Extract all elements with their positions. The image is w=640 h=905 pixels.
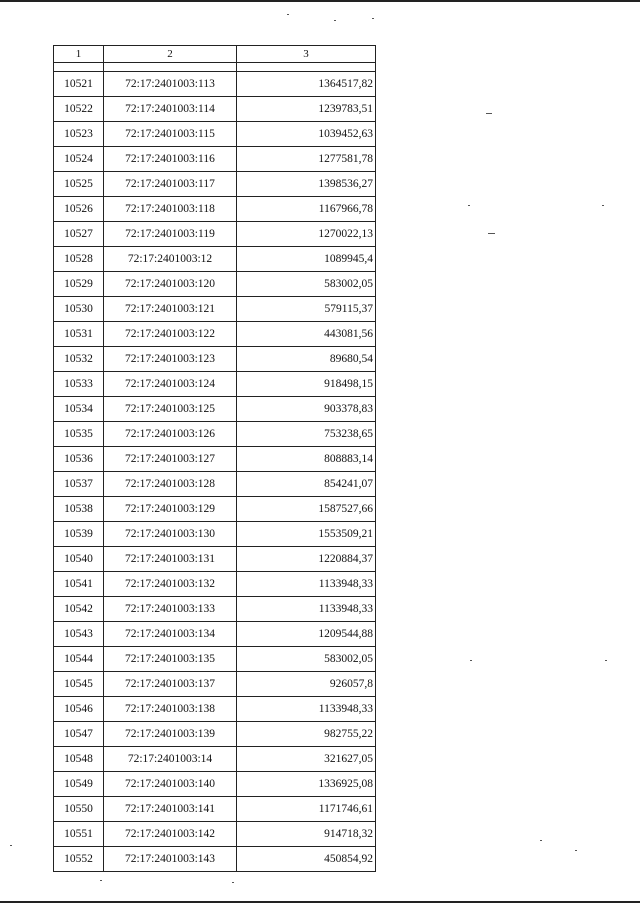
row-number-cell: 10528	[54, 247, 104, 272]
scan-speck	[540, 840, 542, 841]
scan-speck	[334, 20, 336, 21]
cadastral-number-cell: 72:17:2401003:141	[104, 797, 237, 822]
row-number-cell: 10546	[54, 697, 104, 722]
table-body	[54, 63, 376, 872]
cadastral-number-cell: 72:17:2401003:131	[104, 547, 237, 572]
row-number-cell: 10523	[54, 122, 104, 147]
table-row	[54, 422, 376, 447]
scan-speck	[470, 660, 472, 661]
table-row	[54, 547, 376, 572]
row-number-cell: 10538	[54, 497, 104, 522]
cadastral-number-cell: 72:17:2401003:122	[104, 322, 237, 347]
cadastral-value-cell: 443081,56	[237, 322, 376, 347]
cadastral-value-cell: 854241,07	[237, 472, 376, 497]
row-number-cell: 10543	[54, 622, 104, 647]
cadastral-number-cell: 72:17:2401003:115	[104, 122, 237, 147]
table-row	[54, 297, 376, 322]
cadastral-number-cell: 72:17:2401003:127	[104, 447, 237, 472]
table-row	[54, 247, 376, 272]
row-number-cell: 10532	[54, 347, 104, 372]
cadastral-number-cell: 72:17:2401003:119	[104, 222, 237, 247]
table-row	[54, 722, 376, 747]
table-row	[54, 397, 376, 422]
cadastral-value-cell: 579115,37	[237, 297, 376, 322]
scan-speck	[232, 882, 234, 883]
cadastral-value-cell: 1167966,78	[237, 197, 376, 222]
cadastral-number-cell: 72:17:2401003:129	[104, 497, 237, 522]
table-row	[54, 847, 376, 872]
cadastral-value-cell: 1587527,66	[237, 497, 376, 522]
cadastral-number-cell: 72:17:2401003:135	[104, 647, 237, 672]
row-number-cell: 10524	[54, 147, 104, 172]
table-row	[54, 322, 376, 347]
table-row	[54, 272, 376, 297]
cadastral-number-cell: 72:17:2401003:117	[104, 172, 237, 197]
scan-speck	[468, 205, 470, 206]
table-row	[54, 597, 376, 622]
row-number-cell: 10536	[54, 447, 104, 472]
table-row	[54, 347, 376, 372]
table-row	[54, 772, 376, 797]
row-number-cell: 10544	[54, 647, 104, 672]
cadastral-number-cell: 72:17:2401003:139	[104, 722, 237, 747]
row-number-cell: 10539	[54, 522, 104, 547]
row-number-cell: 10521	[54, 72, 104, 97]
cadastral-number-cell: 72:17:2401003:121	[104, 297, 237, 322]
cadastral-number-cell: 72:17:2401003:118	[104, 197, 237, 222]
cadastral-value-cell: 450854,92	[237, 847, 376, 872]
row-number-cell: 10534	[54, 397, 104, 422]
cadastral-value-cell: 1133948,33	[237, 572, 376, 597]
cadastral-value-cell: 1239783,51	[237, 97, 376, 122]
cadastral-number-cell: 72:17:2401003:128	[104, 472, 237, 497]
cadastral-value-cell: 1364517,82	[237, 72, 376, 97]
cadastral-number-cell: 72:17:2401003:143	[104, 847, 237, 872]
scan-speck	[100, 880, 102, 881]
cadastral-value-cell: 1133948,33	[237, 697, 376, 722]
row-number-cell: 10522	[54, 97, 104, 122]
cadastral-value-cell: 583002,05	[237, 647, 376, 672]
row-number-cell: 10525	[54, 172, 104, 197]
scan-speck	[605, 660, 607, 661]
page-top-edge	[0, 0, 640, 2]
cadastral-value-cell: 808883,14	[237, 447, 376, 472]
cadastral-value-cell: 1171746,61	[237, 797, 376, 822]
table-row	[54, 572, 376, 597]
row-number-cell: 10537	[54, 472, 104, 497]
table-row	[54, 822, 376, 847]
table-row	[54, 97, 376, 122]
cadastral-number-cell: 72:17:2401003:123	[104, 347, 237, 372]
scan-speck	[488, 233, 495, 234]
cadastral-value-cell: 583002,05	[237, 272, 376, 297]
cadastral-value-cell: 918498,15	[237, 372, 376, 397]
row-number-cell: 10548	[54, 747, 104, 772]
row-number-cell: 10552	[54, 847, 104, 872]
cadastral-value-cell: 321627,05	[237, 747, 376, 772]
cadastral-number-cell: 72:17:2401003:124	[104, 372, 237, 397]
cadastral-number-cell: 72:17:2401003:130	[104, 522, 237, 547]
cadastral-value-table	[53, 45, 376, 872]
table-row	[54, 447, 376, 472]
table-row	[54, 172, 376, 197]
cadastral-value-cell: 1209544,88	[237, 622, 376, 647]
scan-speck	[372, 18, 374, 19]
row-number-cell: 10542	[54, 597, 104, 622]
cadastral-value-cell: 1270022,13	[237, 222, 376, 247]
scan-speck	[486, 113, 492, 114]
table-row	[54, 797, 376, 822]
cadastral-value-cell: 1336925,08	[237, 772, 376, 797]
header-spacer-row	[54, 63, 376, 72]
row-number-cell: 10550	[54, 797, 104, 822]
scan-speck	[575, 850, 577, 851]
cadastral-number-cell: 72:17:2401003:113	[104, 72, 237, 97]
row-number-cell: 10540	[54, 547, 104, 572]
cadastral-value-cell: 1553509,21	[237, 522, 376, 547]
table-header-row	[54, 46, 376, 63]
cadastral-value-cell: 89680,54	[237, 347, 376, 372]
cadastral-number-cell: 72:17:2401003:138	[104, 697, 237, 722]
column-header-1: 1	[54, 46, 104, 63]
cadastral-value-cell: 1277581,78	[237, 147, 376, 172]
row-number-cell: 10549	[54, 772, 104, 797]
cadastral-value-cell: 903378,83	[237, 397, 376, 422]
table-row	[54, 372, 376, 397]
table-row	[54, 647, 376, 672]
cadastral-value-cell: 914718,32	[237, 822, 376, 847]
cadastral-number-cell: 72:17:2401003:126	[104, 422, 237, 447]
cadastral-number-cell: 72:17:2401003:116	[104, 147, 237, 172]
cadastral-value-cell: 982755,22	[237, 722, 376, 747]
table-row	[54, 197, 376, 222]
table-row	[54, 222, 376, 247]
scan-speck	[287, 14, 289, 15]
table-row	[54, 697, 376, 722]
cadastral-number-cell: 72:17:2401003:125	[104, 397, 237, 422]
cadastral-value-cell: 926057,8	[237, 672, 376, 697]
cadastral-number-cell: 72:17:2401003:133	[104, 597, 237, 622]
cadastral-number-cell: 72:17:2401003:114	[104, 97, 237, 122]
cadastral-number-cell: 72:17:2401003:137	[104, 672, 237, 697]
row-number-cell: 10545	[54, 672, 104, 697]
scan-speck	[602, 205, 604, 206]
cadastral-number-cell: 72:17:2401003:140	[104, 772, 237, 797]
row-number-cell: 10531	[54, 322, 104, 347]
row-number-cell: 10533	[54, 372, 104, 397]
cadastral-number-cell: 72:17:2401003:142	[104, 822, 237, 847]
table-row	[54, 497, 376, 522]
row-number-cell: 10535	[54, 422, 104, 447]
row-number-cell: 10541	[54, 572, 104, 597]
page-bottom-edge	[0, 901, 640, 903]
row-number-cell: 10530	[54, 297, 104, 322]
cadastral-number-cell: 72:17:2401003:132	[104, 572, 237, 597]
table-row	[54, 472, 376, 497]
cadastral-value-cell: 1398536,27	[237, 172, 376, 197]
table-row	[54, 747, 376, 772]
table-row	[54, 147, 376, 172]
table-row	[54, 72, 376, 97]
cadastral-value-cell: 1089945,4	[237, 247, 376, 272]
row-number-cell: 10526	[54, 197, 104, 222]
column-header-3: 3	[237, 46, 376, 63]
cadastral-value-cell: 753238,65	[237, 422, 376, 447]
row-number-cell: 10527	[54, 222, 104, 247]
column-header-2: 2	[104, 46, 237, 63]
scan-speck	[10, 845, 12, 846]
cadastral-number-cell: 72:17:2401003:134	[104, 622, 237, 647]
table-row	[54, 522, 376, 547]
cadastral-number-cell: 72:17:2401003:12	[104, 247, 237, 272]
cadastral-value-cell: 1133948,33	[237, 597, 376, 622]
cadastral-number-cell: 72:17:2401003:14	[104, 747, 237, 772]
table-row	[54, 122, 376, 147]
table-row	[54, 622, 376, 647]
cadastral-number-cell: 72:17:2401003:120	[104, 272, 237, 297]
row-number-cell: 10529	[54, 272, 104, 297]
cadastral-value-cell: 1220884,37	[237, 547, 376, 572]
row-number-cell: 10551	[54, 822, 104, 847]
table-row	[54, 672, 376, 697]
cadastral-value-cell: 1039452,63	[237, 122, 376, 147]
row-number-cell: 10547	[54, 722, 104, 747]
